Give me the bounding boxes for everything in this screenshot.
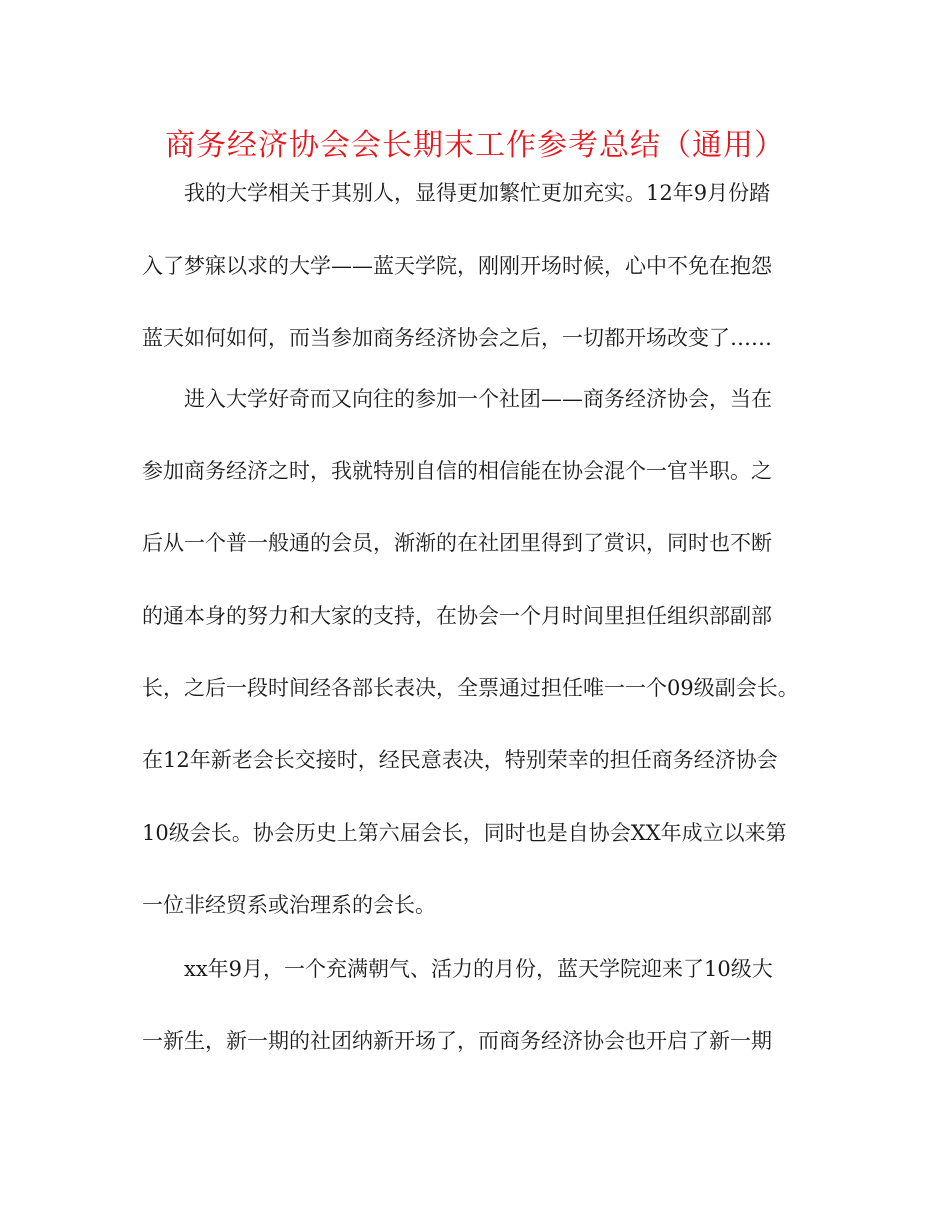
body-line: 长，之后一段时间经各部长表决，全票通过担任唯一一个09级副会长。 bbox=[142, 676, 799, 700]
body-line: xx年9月，一个充满朝气、活力的月份，蓝天学院迎来了10级大 bbox=[142, 957, 773, 981]
body-line: 我的大学相关于其别人，显得更加繁忙更加充实。12年9月份踏 bbox=[142, 181, 771, 205]
body-line: 后从一个普一般通的会员，渐渐的在社团里得到了赏识，同时也不断 bbox=[142, 531, 772, 555]
body-line: 在12年新老会长交接时，经民意表决，特别荣幸的担任商务经济协会 bbox=[142, 748, 778, 772]
body-line: 一新生，新一期的社团纳新开场了，而商务经济协会也开启了新一期 bbox=[142, 1029, 772, 1053]
document-title: 商务经济协会会长期末工作参考总结（通用） bbox=[165, 128, 785, 163]
body-line: 一位非经贸系或治理系的会长。 bbox=[142, 893, 436, 917]
body-line: 10级会长。协会历史上第六届会长，同时也是自协会XX年成立以来第 bbox=[142, 821, 787, 845]
body-line: 参加商务经济之时，我就特别自信的相信能在协会混个一官半职。之 bbox=[142, 459, 772, 483]
body-line: 的通本身的努力和大家的支持，在协会一个月时间里担任组织部副部 bbox=[142, 604, 772, 628]
body-line: 蓝天如何如何，而当参加商务经济协会之后，一切都开场改变了…… bbox=[142, 326, 772, 350]
body-line: 入了梦寐以求的大学——蓝天学院，刚刚开场时候，心中不免在抱怨 bbox=[142, 254, 772, 278]
body-line: 进入大学好奇而又向往的参加一个社团——商务经济协会，当在 bbox=[142, 387, 772, 411]
